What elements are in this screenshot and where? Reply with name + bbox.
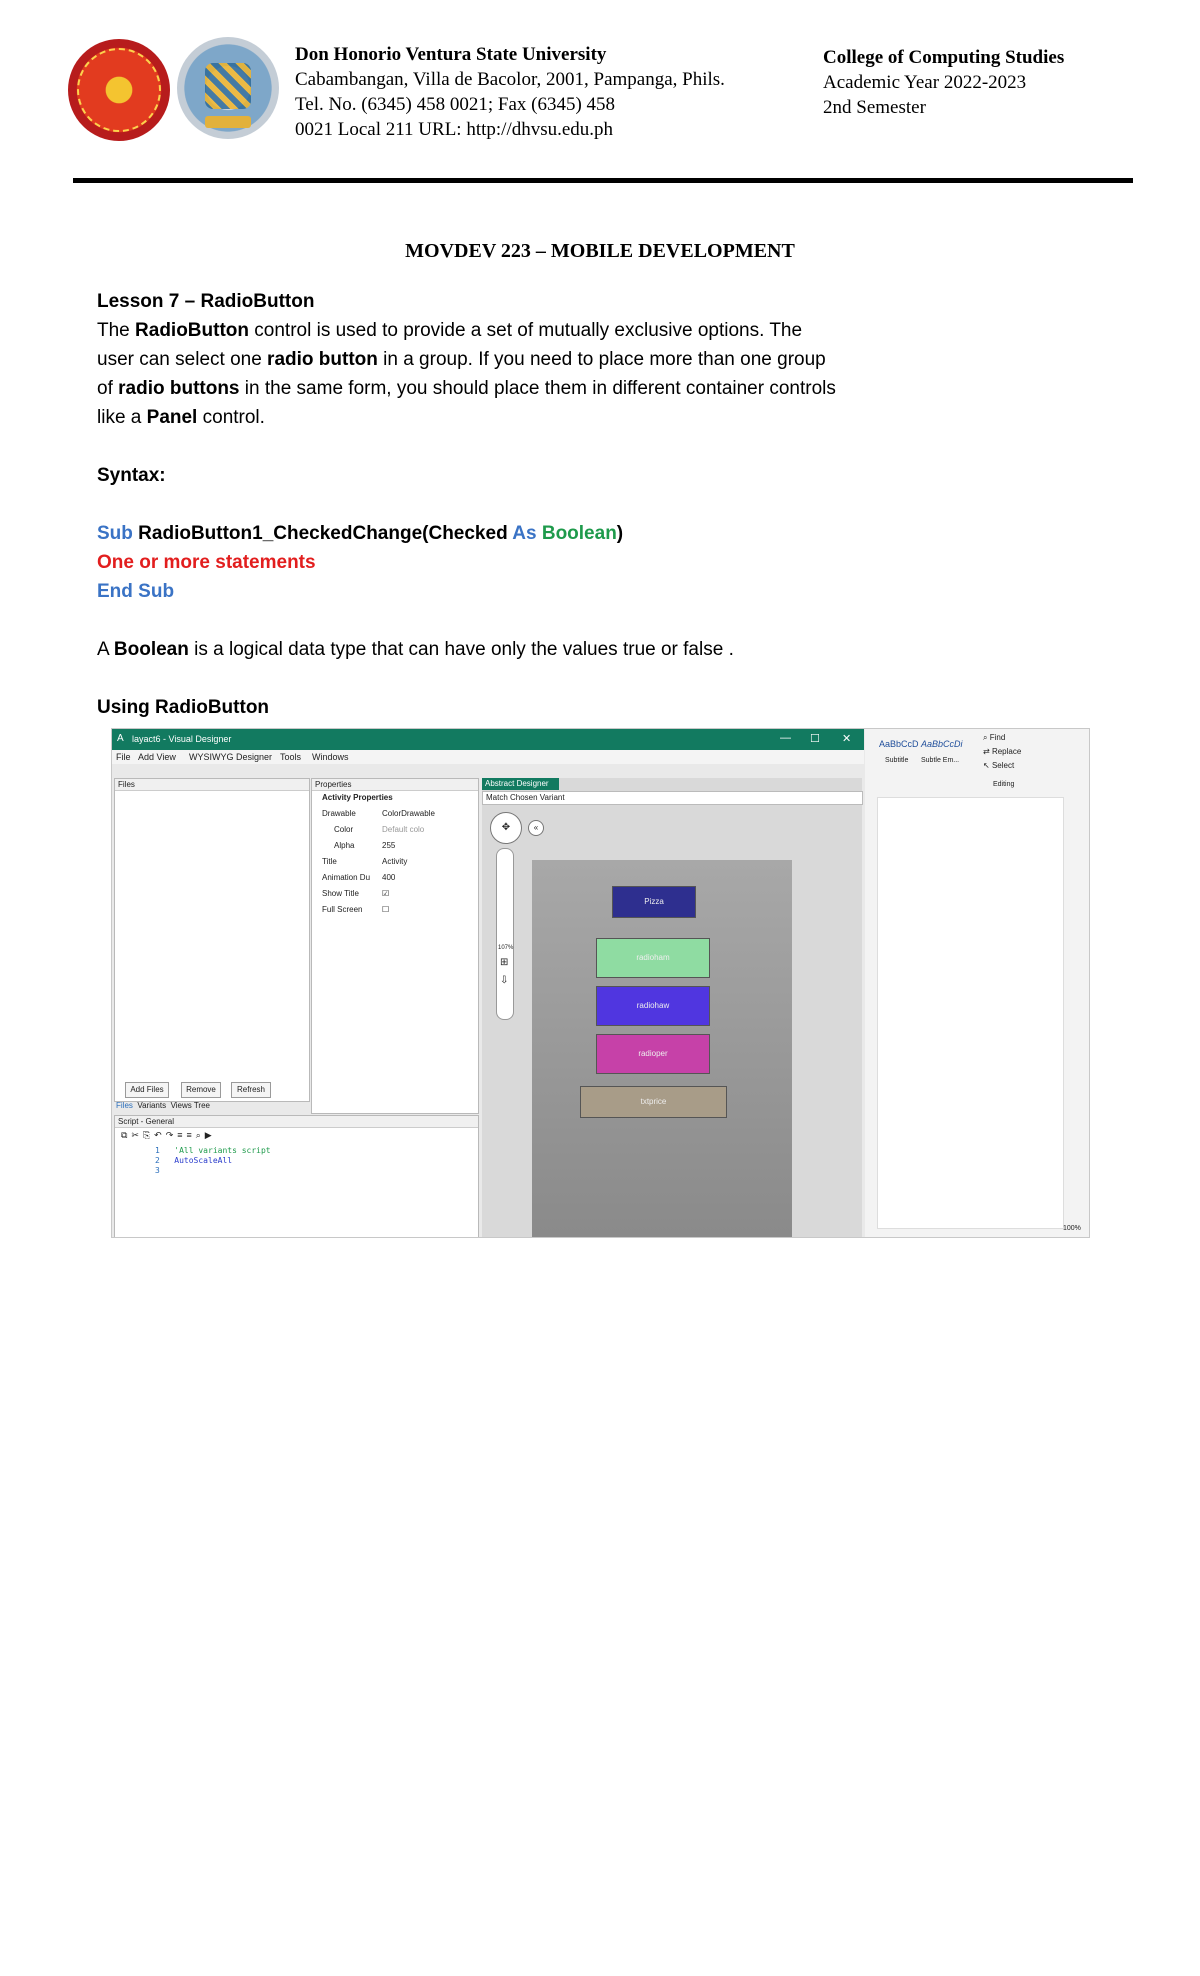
- abstract-designer: [482, 778, 862, 1237]
- using-heading: Using RadioButton: [97, 697, 270, 718]
- script-panel: [114, 1115, 479, 1238]
- select-icon: ↖: [983, 761, 990, 770]
- view-txtprice[interactable]: txtprice: [580, 1086, 727, 1118]
- properties-panel: [311, 778, 479, 1114]
- tab-views-tree[interactable]: Views Tree: [170, 1101, 210, 1110]
- find-button[interactable]: ⌕ Find: [983, 733, 1006, 742]
- lesson-heading: Lesson 7 – RadioButton: [97, 291, 315, 312]
- editing-label: Editing: [993, 781, 1015, 788]
- app-icon: A: [117, 733, 124, 744]
- files-tabs: [116, 1101, 210, 1110]
- style-subtle-label: Subtle Em...: [921, 757, 960, 764]
- word-ribbon: [865, 729, 1089, 1237]
- style-subtitle[interactable]: AaBbCcD: [879, 739, 919, 749]
- window-title: layact6 - Visual Designer: [132, 734, 232, 744]
- zoom-slider[interactable]: [496, 848, 514, 1020]
- syntax-statements: One or more statements: [97, 552, 316, 573]
- lesson-line-1: The RadioButton control is used to provide a set of mutually exclusive options. The: [97, 320, 803, 341]
- prop-group: Activity Properties: [322, 793, 393, 802]
- lesson-line-4: like a Panel control.: [97, 407, 265, 428]
- add-files-button[interactable]: Add Files: [125, 1082, 169, 1098]
- college-name: College of Computing Studies: [823, 47, 1065, 68]
- university-address: Cabambangan, Villa de Bacolor, 2001, Pampanga, Phils.: [295, 69, 725, 90]
- view-pizza[interactable]: Pizza: [612, 886, 696, 918]
- menu-bar: [112, 750, 864, 764]
- find-icon: ⌕: [983, 733, 988, 742]
- university-name: Don Honorio Ventura State University: [295, 44, 607, 65]
- university-info: [295, 42, 725, 142]
- header-rule: [73, 178, 1133, 183]
- view-radiohaw[interactable]: radiohaw: [596, 986, 710, 1026]
- replace-icon: ⇄: [983, 747, 990, 756]
- minimize-icon[interactable]: —: [780, 732, 791, 744]
- dhvsu-logo: [68, 39, 170, 141]
- syntax-end: End Sub: [97, 581, 175, 602]
- doc-title: MOVDEV 223 – MOBILE DEVELOPMENT: [405, 240, 795, 262]
- lesson-body: [97, 287, 977, 722]
- menu-windows[interactable]: Windows: [312, 752, 349, 762]
- menu-wysiwyg[interactable]: WYSIWYG Designer: [189, 752, 273, 762]
- prop-title[interactable]: Title Activity: [322, 857, 408, 866]
- ccs-logo: [177, 37, 279, 139]
- lesson-line-2: user can select one radio button in a group. If you need to place more than one group: [97, 349, 826, 370]
- files-panel: [114, 778, 310, 1102]
- prop-drawable[interactable]: Drawable ColorDrawable: [322, 809, 435, 818]
- maximize-icon[interactable]: ☐: [810, 733, 820, 745]
- fit-icon[interactable]: ⊞: [500, 957, 509, 968]
- variant-select[interactable]: Match Chosen Variant: [482, 791, 863, 805]
- tab-variants[interactable]: Variants: [137, 1101, 167, 1110]
- select-button[interactable]: ↖ Select: [983, 761, 1015, 770]
- refresh-button[interactable]: Refresh: [231, 1082, 271, 1098]
- document-page: [877, 797, 1064, 1229]
- prop-color[interactable]: Color Default colo: [334, 825, 425, 834]
- prop-full-screen[interactable]: Full Screen ☐: [322, 905, 390, 914]
- code-editor[interactable]: 1 'All variants script 2 AutoScaleAll 3: [155, 1146, 271, 1175]
- prop-animation[interactable]: Animation Du 400: [322, 873, 396, 882]
- remove-button[interactable]: Remove: [181, 1082, 221, 1098]
- ribbon-zoom[interactable]: 100%: [1063, 1225, 1081, 1232]
- zoom-label: 107%: [498, 945, 514, 951]
- prop-show-title[interactable]: Show Title ☑: [322, 889, 390, 898]
- style-subtitle-label: Subtitle: [885, 757, 909, 764]
- lesson-line-3: of radio buttons in the same form, you should place them in different container controls: [97, 378, 836, 399]
- tab-files[interactable]: Files: [116, 1101, 133, 1110]
- menu-add-view[interactable]: Add View: [138, 752, 176, 762]
- designer-screenshot: [111, 728, 1090, 1238]
- university-tel: Tel. No. (6345) 458 0021; Fax (6345) 458: [295, 94, 616, 115]
- tab-abstract-designer[interactable]: Abstract Designer: [482, 778, 559, 790]
- semester: 2nd Semester: [823, 97, 926, 118]
- pan-control[interactable]: ✥: [490, 812, 522, 844]
- academic-year: Academic Year 2022-2023: [823, 72, 1027, 93]
- properties-header: Properties: [312, 779, 478, 791]
- prop-alpha[interactable]: Alpha 255: [334, 841, 396, 850]
- close-icon[interactable]: ✕: [842, 733, 852, 745]
- export-icon[interactable]: ⇩: [500, 975, 509, 986]
- view-radioham[interactable]: radioham: [596, 938, 710, 978]
- syntax-label: Syntax:: [97, 465, 166, 486]
- replace-button[interactable]: ⇄ Replace: [983, 747, 1022, 756]
- menu-file[interactable]: File: [116, 752, 131, 762]
- script-header: Script - General: [115, 1116, 478, 1128]
- view-radioper[interactable]: radioper: [596, 1034, 710, 1074]
- boolean-note: A Boolean is a logical data type that can have only the values true or false .: [97, 639, 734, 660]
- collapse-icon[interactable]: «: [528, 820, 544, 836]
- window-titlebar: [112, 729, 864, 750]
- university-url: 0021 Local 211 URL: http://dhvsu.edu.ph: [295, 119, 614, 140]
- college-info: [823, 45, 1064, 120]
- style-subtle-em[interactable]: AaBbCcDi: [921, 739, 963, 749]
- files-header: Files: [115, 779, 309, 791]
- menu-tools[interactable]: Tools: [280, 752, 302, 762]
- script-toolbar: ⧉✂⎘↶↷≡≡⌕▶: [121, 1130, 216, 1140]
- syntax-signature: Sub RadioButton1_CheckedChange(Checked As Boolean): [97, 523, 624, 544]
- designer-canvas: [532, 860, 792, 1237]
